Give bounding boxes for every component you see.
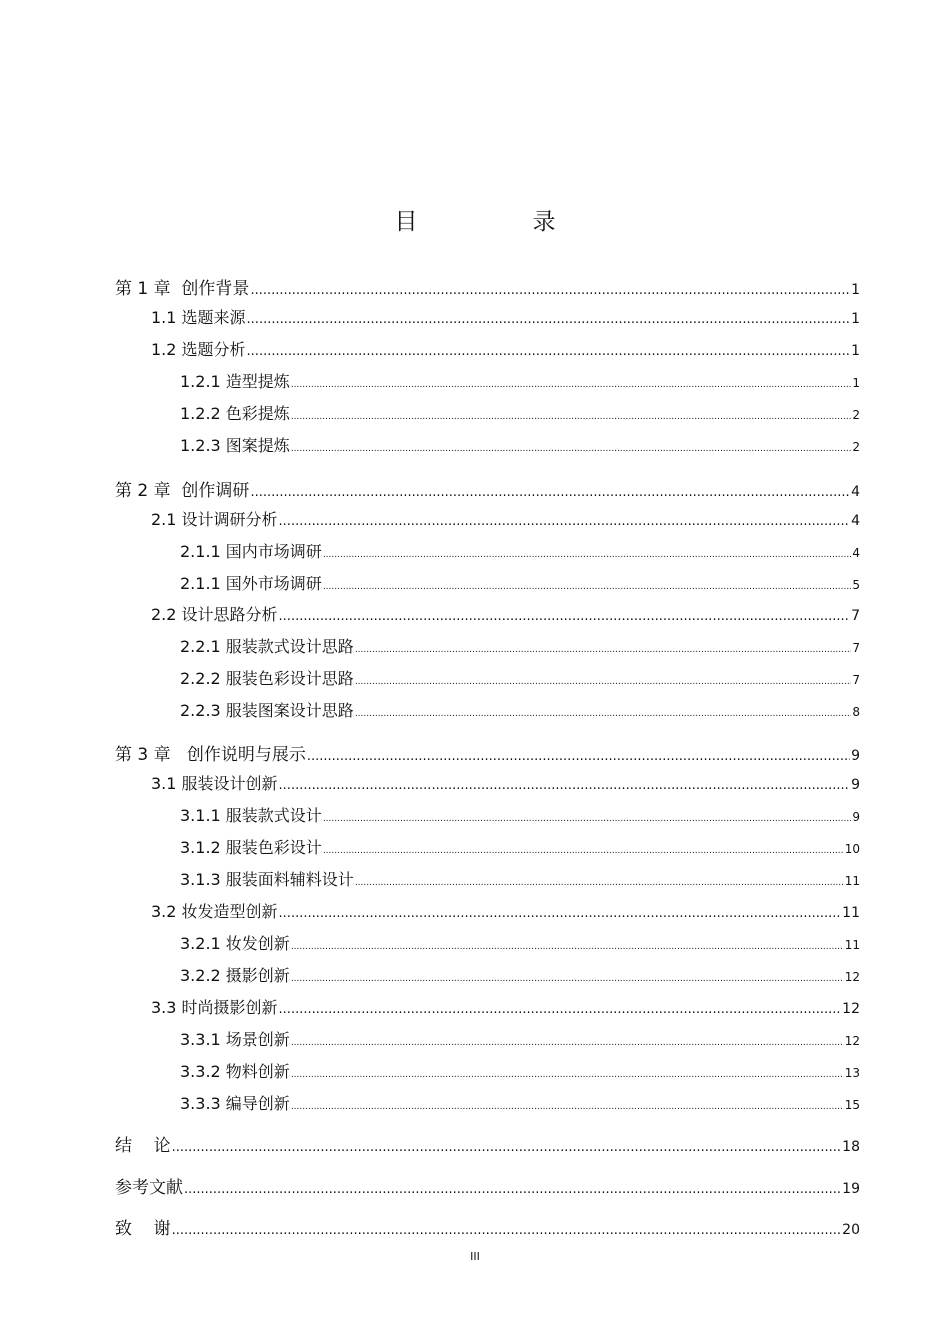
toc-entry-page-number: 12 <box>842 1001 860 1017</box>
toc-entry-level-1[interactable] <box>115 476 860 501</box>
toc-entry-level-2[interactable] <box>151 602 860 625</box>
toc-entry-page-number: 19 <box>842 1181 860 1197</box>
toc-leader-dots <box>184 1182 841 1197</box>
toc-entry-level-2[interactable] <box>151 771 860 794</box>
toc-title: 目 录 <box>394 209 602 235</box>
toc-leader-dots <box>355 709 852 719</box>
toc-entry-label: 1.2.1 造型提炼 <box>180 372 290 391</box>
page-number-folio: III <box>470 1250 480 1263</box>
toc-leader-dots <box>250 283 850 298</box>
toc-entry-level-3[interactable] <box>180 369 860 392</box>
toc-entry-level-1[interactable] <box>115 1214 860 1239</box>
toc-entry-page-number: 8 <box>852 705 860 719</box>
toc-entry-label: 3.2.1 妆发创新 <box>180 934 290 953</box>
toc-entry-label: 3.1.1 服装款式设计 <box>180 806 322 825</box>
toc-entry-level-3[interactable] <box>180 666 860 689</box>
toc-entry-level-3[interactable] <box>180 1091 860 1114</box>
toc-leader-dots <box>291 444 852 454</box>
toc-entry-label: 2.2.3 服装图案设计思路 <box>180 701 354 720</box>
toc-entry-label: 3.3.1 场景创新 <box>180 1030 290 1049</box>
toc-entry-level-3[interactable] <box>180 867 860 890</box>
toc-leader-dots <box>279 778 851 793</box>
toc-entry-level-3[interactable] <box>180 571 860 594</box>
toc-entry-page-number: 1 <box>851 282 860 298</box>
toc-entry-level-3[interactable] <box>180 401 860 424</box>
toc-entry-label: 2.2.2 服装色彩设计思路 <box>180 669 354 688</box>
toc-entry-level-3[interactable] <box>180 433 860 456</box>
toc-entry-level-3[interactable] <box>180 634 860 657</box>
toc-entry-level-3[interactable] <box>180 539 860 562</box>
toc-leader-dots <box>323 846 844 856</box>
toc-entry-level-3[interactable] <box>180 835 860 858</box>
toc-leader-dots <box>323 814 852 824</box>
toc-entry-label: 第 2 章 创作调研 <box>115 481 250 501</box>
toc-entry-page-number: 9 <box>852 810 860 824</box>
toc-entry-label: 参考文献 <box>115 1178 183 1198</box>
toc-entry-page-number: 1 <box>852 376 860 390</box>
toc-leader-dots <box>355 677 852 687</box>
toc-entry-page-number: 1 <box>851 343 860 359</box>
toc-entry-label: 2.2.1 服装款式设计思路 <box>180 637 354 656</box>
toc-entry-level-1[interactable] <box>115 740 860 765</box>
toc-leader-dots <box>291 380 852 390</box>
toc-leader-dots <box>307 749 850 764</box>
toc-entry-level-3[interactable] <box>180 1059 860 1082</box>
toc-entry-page-number: 11 <box>844 938 860 952</box>
toc-entry-label: 3.2 妆发造型创新 <box>151 902 278 921</box>
toc-entry-page-number: 5 <box>852 578 860 592</box>
toc-entry-page-number: 2 <box>852 408 860 422</box>
toc-entry-page-number: 7 <box>851 608 860 624</box>
toc-entry-label: 3.1.2 服装色彩设计 <box>180 838 322 857</box>
toc-entry-label: 致 谢 <box>115 1219 171 1239</box>
toc-entry-label: 第 3 章 创作说明与展示 <box>115 745 306 765</box>
toc-leader-dots <box>279 514 851 529</box>
toc-entry-page-number: 7 <box>852 673 860 687</box>
toc-entry-page-number: 9 <box>851 777 860 793</box>
toc-entry-level-3[interactable] <box>180 698 860 721</box>
toc-leader-dots <box>172 1140 842 1155</box>
toc-entry-level-3[interactable] <box>180 803 860 826</box>
toc-leader-dots <box>291 1102 844 1112</box>
toc-leader-dots <box>250 485 850 500</box>
toc-entry-label: 2.1.1 国外市场调研 <box>180 574 322 593</box>
toc-entry-level-2[interactable] <box>151 507 860 530</box>
toc-entry-page-number: 4 <box>851 484 860 500</box>
toc-leader-dots <box>247 344 851 359</box>
toc-entry-page-number: 12 <box>844 970 860 984</box>
toc-entry-page-number: 18 <box>842 1139 860 1155</box>
toc-entry-label: 1.1 选题来源 <box>151 308 246 327</box>
toc-entry-level-3[interactable] <box>180 1027 860 1050</box>
toc-entry-label: 1.2.2 色彩提炼 <box>180 404 290 423</box>
toc-leader-dots <box>291 412 852 422</box>
toc-entry-page-number: 7 <box>852 641 860 655</box>
toc-entry-page-number: 11 <box>844 874 860 888</box>
toc-entry-level-3[interactable] <box>180 963 860 986</box>
toc-entry-label: 2.1.1 国内市场调研 <box>180 542 322 561</box>
toc-entry-label: 第 1 章 创作背景 <box>115 279 250 299</box>
toc-leader-dots <box>279 1002 842 1017</box>
toc-leader-dots <box>323 582 852 592</box>
toc-entry-page-number: 15 <box>844 1098 860 1112</box>
toc-entry-level-1[interactable] <box>115 274 860 299</box>
toc-entry-label: 1.2.3 图案提炼 <box>180 436 290 455</box>
toc-entry-page-number: 2 <box>852 440 860 454</box>
toc-entry-label: 3.3.3 编导创新 <box>180 1094 290 1113</box>
toc-entry-level-2[interactable] <box>151 995 860 1018</box>
toc-entry-level-2[interactable] <box>151 305 860 328</box>
toc-entry-level-1[interactable] <box>115 1173 860 1198</box>
toc-entry-label: 3.3 时尚摄影创新 <box>151 998 278 1017</box>
toc-entry-page-number: 12 <box>844 1034 860 1048</box>
toc-leader-dots <box>355 878 844 888</box>
toc-leader-dots <box>279 609 851 624</box>
toc-entry-label: 3.2.2 摄影创新 <box>180 966 290 985</box>
toc-leader-dots <box>247 312 851 327</box>
toc-entry-page-number: 4 <box>852 546 860 560</box>
toc-entry-level-2[interactable] <box>151 899 860 922</box>
toc-entry-page-number: 10 <box>844 842 860 856</box>
toc-entry-level-2[interactable] <box>151 337 860 360</box>
toc-entry-page-number: 9 <box>851 748 860 764</box>
toc-entry-label: 3.3.2 物料创新 <box>180 1062 290 1081</box>
toc-entry-label: 2.2 设计思路分析 <box>151 605 278 624</box>
toc-entry-page-number: 20 <box>842 1222 860 1238</box>
toc-leader-dots <box>291 974 844 984</box>
toc-entry-label: 3.1.3 服装面料辅料设计 <box>180 870 354 889</box>
toc-leader-dots <box>291 942 844 952</box>
toc-leader-dots <box>323 550 852 560</box>
toc-leader-dots <box>279 906 842 921</box>
toc-entry-page-number: 4 <box>851 513 860 529</box>
toc-entry-label: 1.2 选题分析 <box>151 340 246 359</box>
toc-leader-dots <box>291 1038 844 1048</box>
toc-entry-label: 2.1 设计调研分析 <box>151 510 278 529</box>
toc-entry-page-number: 11 <box>842 905 860 921</box>
toc-leader-dots <box>172 1223 842 1238</box>
toc-leader-dots <box>355 645 852 655</box>
toc-entry-level-3[interactable] <box>180 931 860 954</box>
toc-entry-label: 3.1 服装设计创新 <box>151 774 278 793</box>
toc-leader-dots <box>291 1070 844 1080</box>
toc-entry-label: 结 论 <box>115 1136 171 1156</box>
toc-entry-page-number: 1 <box>851 311 860 327</box>
toc-entry-level-1[interactable] <box>115 1131 860 1156</box>
toc-entry-page-number: 13 <box>844 1066 860 1080</box>
